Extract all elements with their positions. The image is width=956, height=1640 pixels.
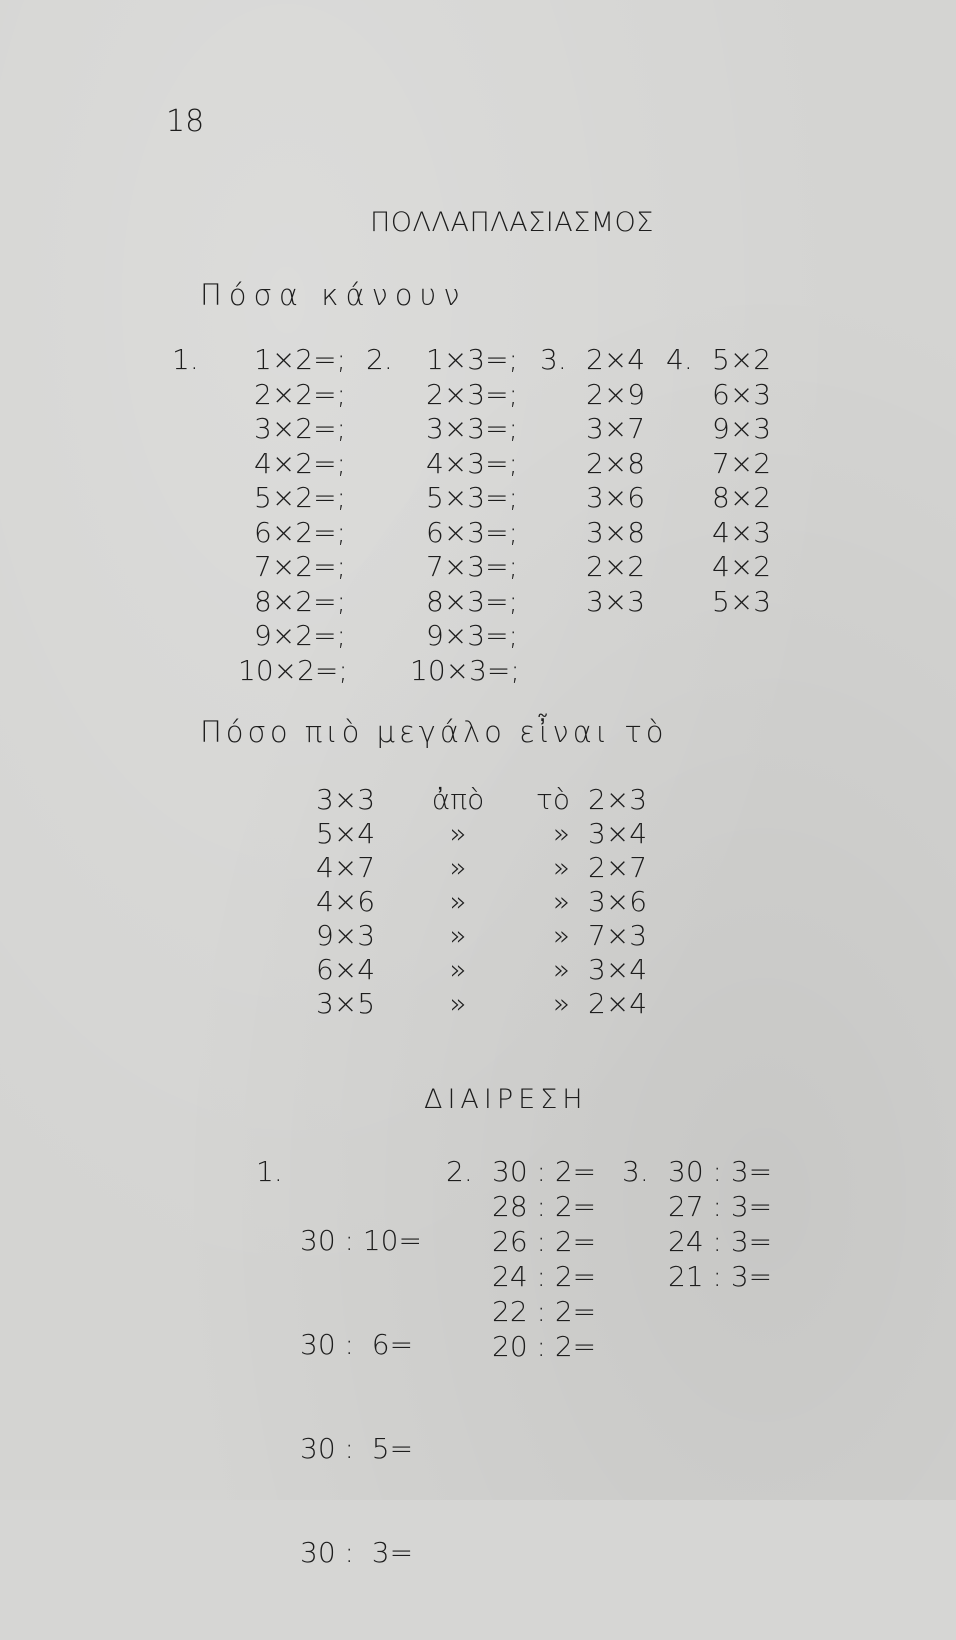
division-item: 28 : 2= xyxy=(492,1190,597,1223)
exercise-item: 2×8 xyxy=(586,446,646,480)
multiplication-prompt: Πόσα κάνουν xyxy=(200,278,467,312)
exercise-item: 7×3=; xyxy=(426,550,518,583)
exercise-item: 5×2=; xyxy=(254,481,346,514)
comparison-the: » xyxy=(552,919,570,952)
multiplication-group-3 xyxy=(586,343,645,619)
multiplication-group-2 xyxy=(410,343,520,688)
exercise-item: 5×3 xyxy=(712,584,772,618)
comparison-the: » xyxy=(552,817,570,850)
multiplication-group-4 xyxy=(712,343,771,619)
comparison-from: » xyxy=(449,987,467,1020)
division-item: 30 : 5= xyxy=(300,1432,414,1465)
comparison-left: 4×6 xyxy=(316,885,376,918)
comparison-left: 3×3 xyxy=(316,783,376,816)
comparison-right: 2×4 xyxy=(588,987,648,1020)
division-title: ΔΙΑΙΡΕΣΗ xyxy=(424,1084,588,1115)
comparison-the: τὸ xyxy=(536,783,570,816)
division-item: 24 : 3= xyxy=(668,1225,773,1258)
exercise-item: 10×3=; xyxy=(410,653,520,687)
exercise-item: 2×4 xyxy=(586,343,646,376)
comparison-right: 2×7 xyxy=(588,851,648,884)
comparison-from: » xyxy=(449,953,467,986)
comparison-right: 3×4 xyxy=(588,953,648,986)
exercise-item: 9×3 xyxy=(712,412,772,445)
comparison-the: » xyxy=(552,885,570,918)
comparison-from-column xyxy=(428,783,488,1021)
exercise-item: 1×3=; xyxy=(426,343,518,376)
division-label-3: 3. xyxy=(622,1155,649,1188)
exercise-item: 4×3=; xyxy=(426,446,518,480)
exercise-item: 3×3=; xyxy=(426,412,518,445)
exercise-item: 2×2 xyxy=(586,550,646,583)
comparison-the: » xyxy=(552,987,570,1020)
exercise-item: 6×3=; xyxy=(426,515,518,549)
comparison-from: » xyxy=(449,885,467,918)
exercise-item: 5×2 xyxy=(712,343,772,376)
exercise-item: 4×3 xyxy=(712,515,772,549)
group-label-1: 1. xyxy=(172,343,199,376)
multiplication-title: ΠΟΛΛΑΠΛΑΣΙΑΣΜΟΣ xyxy=(370,207,654,238)
comparison-left: 5×4 xyxy=(316,817,376,850)
exercise-item: 3×7 xyxy=(586,412,646,445)
comparison-the-column xyxy=(520,783,570,1021)
exercise-item: 3×2=; xyxy=(254,412,346,445)
page-number: 18 xyxy=(166,104,205,139)
comparison-right-column xyxy=(588,783,647,1021)
comparison-right: 2×3 xyxy=(588,783,648,816)
group-label-2: 2. xyxy=(366,343,393,376)
comparison-the: » xyxy=(552,953,570,986)
division-item: 30 : 6= xyxy=(300,1328,414,1361)
division-item: 26 : 2= xyxy=(492,1225,597,1258)
exercise-item: 2×3=; xyxy=(426,377,518,411)
exercise-item: 7×2 xyxy=(712,446,772,480)
exercise-item: 6×2=; xyxy=(254,515,346,549)
exercise-item: 5×3=; xyxy=(426,481,518,514)
comparison-right: 3×6 xyxy=(588,885,648,918)
exercise-item: 6×3 xyxy=(712,377,772,411)
comparison-left: 3×5 xyxy=(316,987,376,1020)
comparison-from: » xyxy=(449,817,467,850)
division-item: 30 : 10= xyxy=(300,1224,422,1257)
comparison-from: » xyxy=(449,851,467,884)
comparison-left: 6×4 xyxy=(316,953,376,986)
exercise-item: 4×2=; xyxy=(254,446,346,480)
exercise-item: 7×2=; xyxy=(254,550,346,583)
division-label-1: 1. xyxy=(256,1155,283,1188)
comparison-from: ἀπὸ xyxy=(431,783,485,816)
comparison-left: 9×3 xyxy=(316,919,376,952)
multiplication-group-1 xyxy=(232,343,348,688)
exercise-item: 3×3 xyxy=(586,584,646,618)
exercise-item: 8×2 xyxy=(712,481,772,514)
exercise-item: 2×9 xyxy=(586,377,646,411)
group-label-4: 4. xyxy=(666,343,693,376)
exercise-item: 10×2=; xyxy=(238,653,348,687)
exercise-item: 9×2=; xyxy=(254,619,346,652)
division-group-2 xyxy=(492,1155,596,1365)
exercise-item: 1×2=; xyxy=(254,343,346,376)
division-item: 30 : 2= xyxy=(492,1155,597,1188)
exercise-item: 2×2=; xyxy=(254,377,346,411)
exercise-item: 8×2=; xyxy=(254,584,346,618)
division-group-3 xyxy=(668,1155,772,1295)
division-item: 30 : 3= xyxy=(300,1536,414,1569)
comparison-right: 3×4 xyxy=(588,817,648,850)
group-label-3: 3. xyxy=(540,343,567,376)
exercise-item: 3×6 xyxy=(586,481,646,514)
division-item: 27 : 3= xyxy=(668,1190,773,1223)
comparison-the: » xyxy=(552,851,570,884)
division-item: 24 : 2= xyxy=(492,1260,597,1293)
comparison-prompt: Πόσο πιὸ μεγάλο εἶναι τὸ xyxy=(200,715,668,749)
division-item: 20 : 2= xyxy=(492,1330,597,1363)
division-item: 22 : 2= xyxy=(492,1295,597,1328)
comparison-left: 4×7 xyxy=(316,851,376,884)
comparison-right: 7×3 xyxy=(588,919,648,952)
division-item: 30 : 3= xyxy=(668,1155,773,1188)
comparison-left-column xyxy=(316,783,375,1021)
exercise-item: 3×8 xyxy=(586,515,646,549)
exercise-item: 8×3=; xyxy=(426,584,518,618)
division-item: 21 : 3= xyxy=(668,1260,773,1293)
division-group-1 xyxy=(300,1155,422,1640)
exercise-item: 9×3=; xyxy=(426,619,518,652)
comparison-from: » xyxy=(449,919,467,952)
division-label-2: 2. xyxy=(446,1155,473,1188)
exercise-item: 4×2 xyxy=(712,550,772,583)
